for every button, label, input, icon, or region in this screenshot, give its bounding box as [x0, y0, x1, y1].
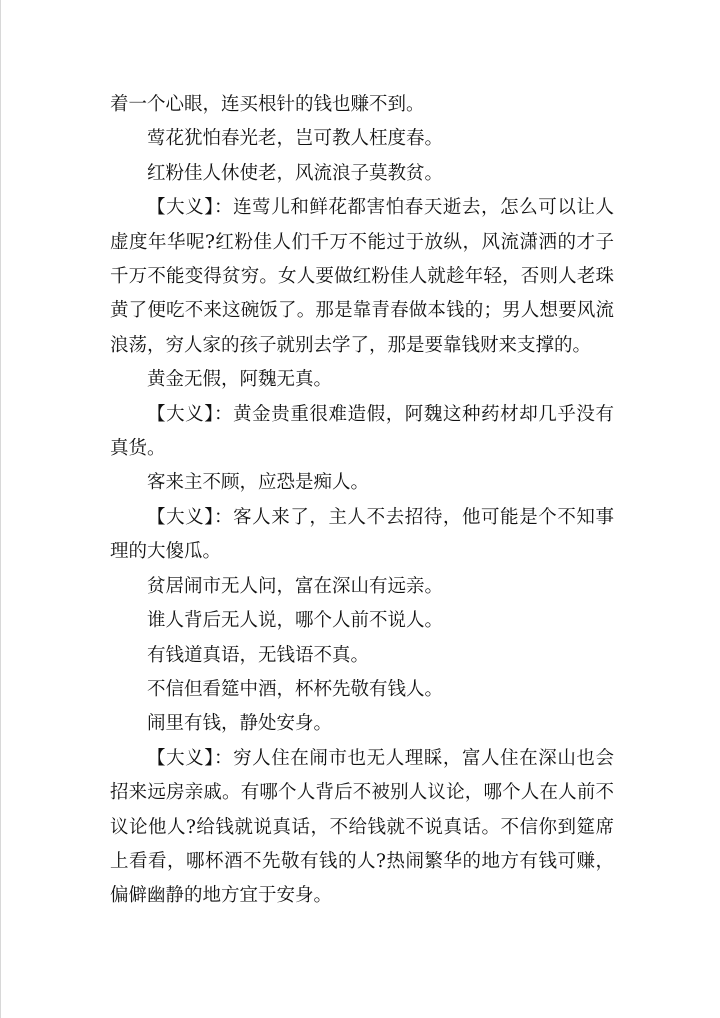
- paragraph-continuation: 着一个心眼，连买根针的钱也赚不到。: [110, 94, 425, 115]
- explanation-paragraph: 【大义】：客人来了，主人不去招待，他可能是个不知事理的大傻瓜。: [110, 506, 614, 563]
- proverb-line: 客来主不顾，应恐是痴人。: [147, 472, 370, 494]
- proverb-line: 红粉佳人休使老，风流浪子莫教贫。: [147, 162, 444, 184]
- proverb-line: 谁人背后无人说，哪个人前不说人。: [147, 610, 444, 632]
- proverb-line: 贫居闹市无人问，富在深山有远亲。: [147, 575, 444, 597]
- proverb-line: 黄金无假，阿魏无真。: [147, 369, 333, 391]
- explanation-paragraph: 【大义】：连莺儿和鲜花都害怕春天逝去，怎么可以让人虚度年华呢?红粉佳人们千万不能过于放纵，风流潇洒的才子千万不能变得贫穷。女人要做红粉佳人就趁年轻，否则人老珠黄了便吃不来这碗饭了。那是靠青春做本钱的；男人想要风流浪荡，穷人家的孩子就别去学了，那是要靠钱财来支撑的。: [110, 197, 614, 356]
- explanation-paragraph: 【大义】：穷人住在闹市也无人理睬，富人住在深山也会招来远房亲戚。有哪个人背后不被别人议论，哪个人在人前不议论他人?给钱就说真话，不给钱就不说真话。不信你到筵席上看看，哪杯酒不先敬有钱的人?热闹繁华的地方有钱可赚，偏僻幽静的地方宜于安身。: [110, 747, 614, 907]
- proverb-line: 有钱道真语，无钱语不真。: [147, 644, 370, 666]
- document-body: [110, 88, 614, 914]
- proverb-line: 闹里有钱，静处安身。: [147, 713, 333, 735]
- proverb-line: 莺花犹怕春光老，岂可教人枉度春。: [147, 128, 444, 150]
- proverb-line: 不信但看筵中酒，杯杯先敬有钱人。: [147, 678, 444, 700]
- explanation-paragraph: 【大义】：黄金贵重很难造假，阿魏这种药材却几乎没有真货。: [110, 403, 614, 460]
